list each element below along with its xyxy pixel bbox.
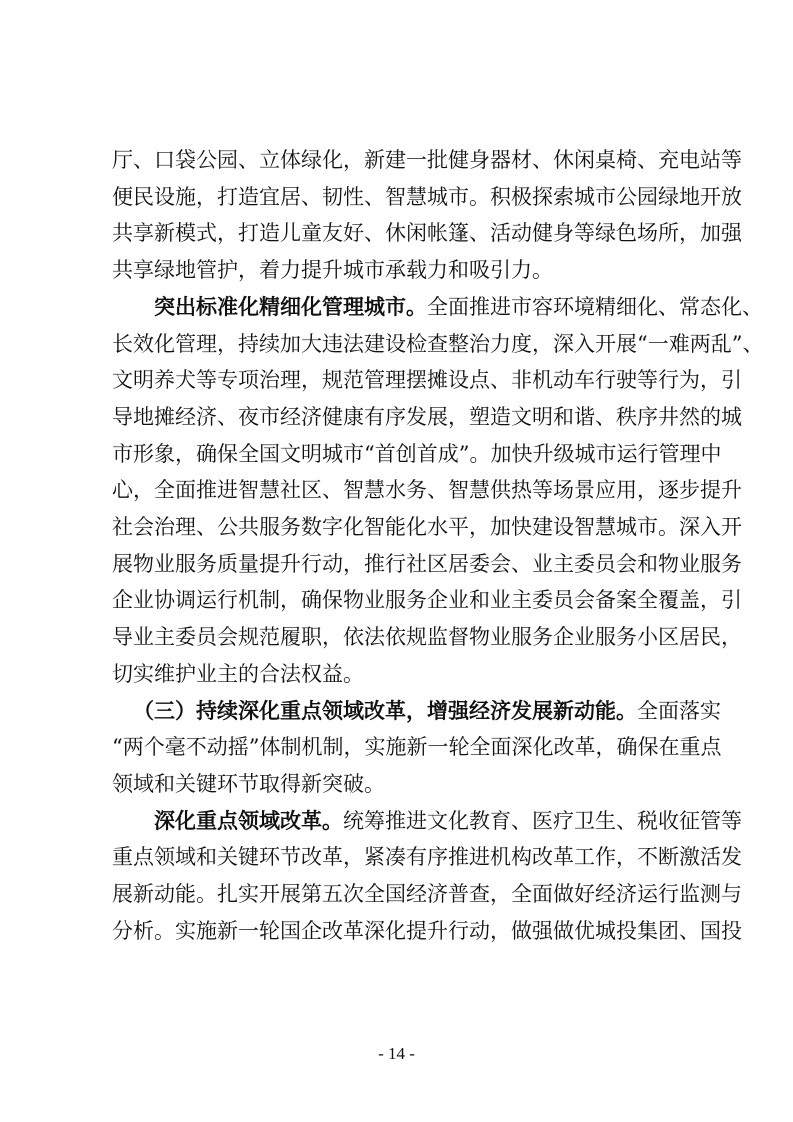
text-line: 企业协调运行机制，确保物业服务企业和业主委员会备案全覆盖，引 <box>112 588 742 612</box>
section-heading-line <box>133 691 721 731</box>
text-line: 便民设施，打造宜居、韧性、智慧城市。积极探索城市公园绿地开放 <box>112 185 742 209</box>
text-line: 展新动能。扎实开展第五次全国经济普查，全面做好经济运行监测与 <box>112 882 742 906</box>
text-line: 切实维护业主的合法权益。 <box>112 662 364 686</box>
text-line: “两个毫不动摇”体制机制，实施新一轮全面深化改革，确保在重点 <box>112 735 722 759</box>
text-line: 共享绿地管护，着力提升城市承载力和吸引力。 <box>112 258 553 282</box>
text-line: 重点领域和关键环节改革，紧凑有序推进机构改革工作，不断激活发 <box>112 845 742 869</box>
section-heading: （三）持续深化重点领域改革，增强经济发展新动能。 <box>133 698 637 723</box>
text-line: 文明养犬等专项治理，规范管理摆摊设点、非机动车行驶等行为，引 <box>112 368 742 392</box>
text-line: 厅、口袋公园、立体绿化，新建一批健身器材、休闲桌椅、充电站等 <box>112 148 742 172</box>
text-run: 统筹推进文化教育、医疗卫生、税收征管等 <box>343 809 742 833</box>
paragraph-lead: 突出标准化精细化管理城市。 <box>154 294 427 319</box>
paragraph-lead-line <box>154 801 742 841</box>
text-line: 领域和关键环节取得新突破。 <box>112 772 385 796</box>
text-line: 市形象，确保全国文明城市“首创首成”。加快升级城市运行管理中 <box>112 442 722 466</box>
text-run: 全面落实 <box>637 699 721 723</box>
text-line: 长效化管理，持续加大违法建设检查整治力度，深入开展“一难两乱”、 <box>112 332 764 356</box>
text-run: 全面推进市容环境精细化、常态化、 <box>427 295 763 319</box>
text-line: 心，全面推进智慧社区、智慧水务、智慧供热等场景应用，逐步提升 <box>112 478 742 502</box>
text-line: 分析。实施新一轮国企改革深化提升行动，做强做优城投集团、国投 <box>112 919 742 943</box>
text-line: 导地摊经济、夜市经济健康有序发展，塑造文明和谐、秩序井然的城 <box>112 405 742 429</box>
paragraph-lead: 深化重点领域改革。 <box>154 808 343 833</box>
text-line: 社会治理、公共服务数字化智能化水平，加快建设智慧城市。深入开 <box>112 515 742 539</box>
page-number: - 14 - <box>378 1044 415 1063</box>
text-line: 展物业服务质量提升行动，推行社区居委会、业主委员会和物业服务 <box>112 552 742 576</box>
paragraph-lead-line <box>154 287 763 327</box>
text-line: 导业主委员会规范履职，依法依规监督物业服务企业服务小区居民， <box>112 625 742 649</box>
text-line: 共享新模式，打造儿童友好、休闲帐篷、活动健身等绿色场所，加强 <box>112 221 742 245</box>
